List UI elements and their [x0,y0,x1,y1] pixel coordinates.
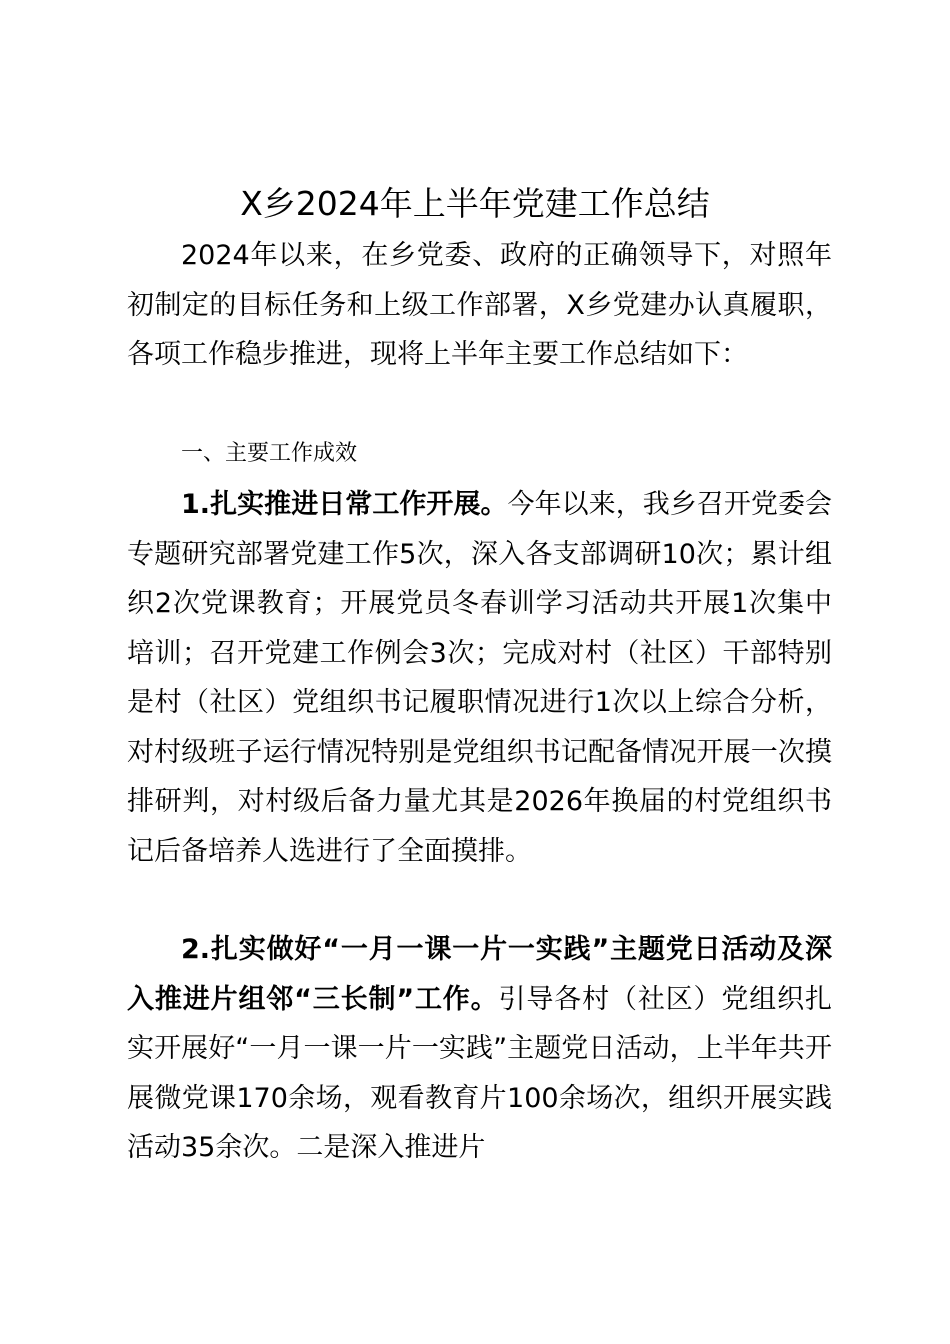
item-1-text: 今年以来，我乡召开党委会专题研究部署党建工作5次，深入各支部调研10次；累计组织2次党课教育；开展党员冬春训学习活动共开展1次集中培训；召开党建工作例会3次；完成对村（社区）干部特别是村（社区）党组织书记履职情况进行1次以上综合分析，对村级班子运行情况特别是党组织书记配备情况开展一次摸排研判，对村级后备力量尤其是2026年换届的村党组织书记后备培养人选进行了全面摸排。 [127,489,833,867]
section-heading: 一、主要工作成效 [181,441,358,466]
document-title: X乡2024年上半年党建工作总结 [240,184,710,223]
item-paragraph-2 [127,925,832,1173]
item-2-text: 引导各村（社区）党组织扎实开展好“一月一课一片一实践”主题党日活动，上半年共开展微党课170余场，观看教育片100余场次，组织开展实践活动35余次。二是深入推进片 [127,983,832,1163]
intro-paragraph [127,231,832,380]
item-1-lead: 1.扎实推进日常工作开展。 [181,489,508,520]
intro-paragraph-text: 2024年以来，在乡党委、政府的正确领导下，对照年初制定的目标任务和上级工作部署，X乡党建办认真履职，各项工作稳步推进，现将上半年主要工作总结如下： [127,240,832,370]
item-paragraph-1 [127,480,832,876]
item-2-lead: 2.扎实做好“一月一课一片一实践”主题党日活动及深入推进片组邻“三长制”工作。 [127,934,832,1015]
